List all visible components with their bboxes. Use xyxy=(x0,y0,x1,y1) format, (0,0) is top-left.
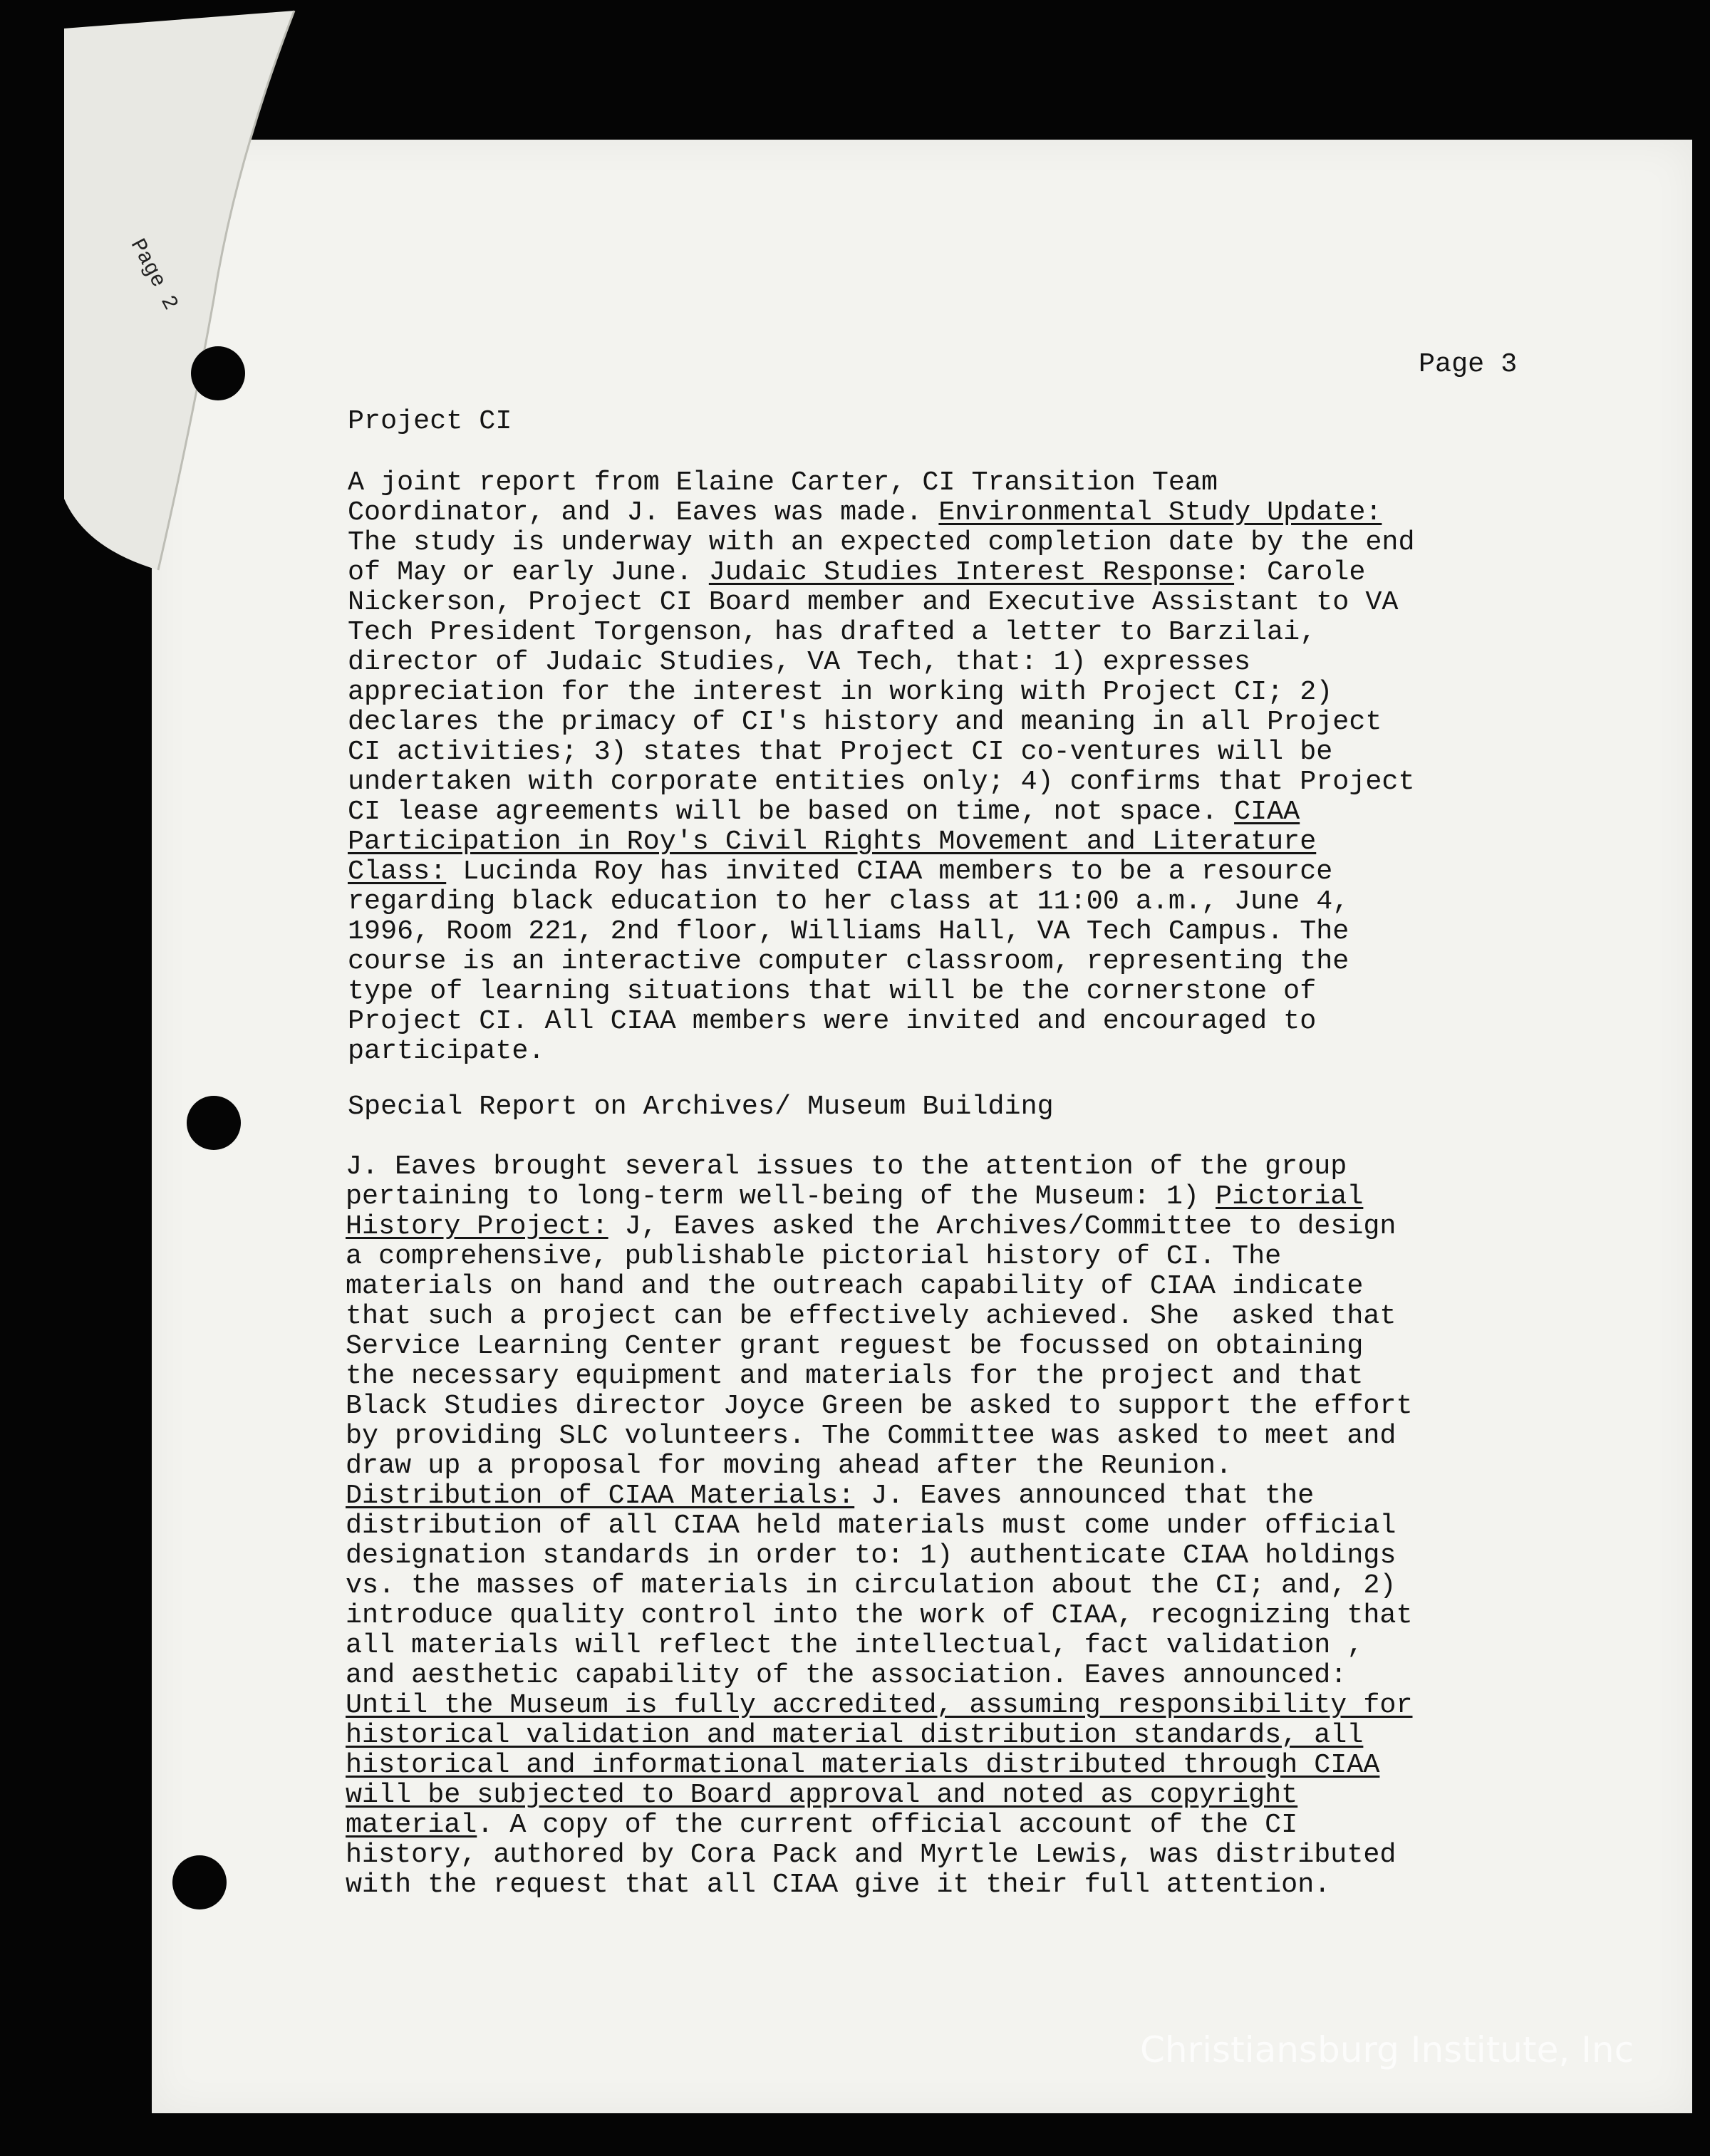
text-run: J, Eaves asked the Archives/Committee to design xyxy=(608,1211,1396,1242)
underlined-text: historical and informational materials distributed through CIAA xyxy=(346,1749,1380,1781)
text-run: The study is underway with an expected completion date by the end xyxy=(348,527,1415,558)
underlined-text: Environmental Study Update: xyxy=(938,497,1382,528)
text-line xyxy=(346,1810,1412,1840)
text-run: 1996, Room 221, 2nd floor, Williams Hall, VA Tech Campus. The xyxy=(348,916,1349,947)
text-run: Service Learning Center grant reguest be focussed on obtaining xyxy=(346,1330,1364,1362)
text-run: the necessary equipment and materials for the project and that xyxy=(346,1360,1364,1391)
text-line xyxy=(346,1780,1412,1810)
page-number: Page 3 xyxy=(1419,348,1518,380)
text-line xyxy=(346,1870,1412,1900)
paragraph-project-ci xyxy=(348,467,1414,1066)
text-line xyxy=(348,467,1414,497)
text-line xyxy=(348,617,1414,647)
text-run: distribution of all CIAA held materials must come under official xyxy=(346,1510,1396,1541)
text-line xyxy=(346,1271,1412,1301)
text-line xyxy=(348,647,1414,677)
text-run: undertaken with corporate entities only; 4) confirms that Project xyxy=(348,766,1415,797)
text-line xyxy=(348,1036,1414,1066)
text-line xyxy=(346,1241,1412,1271)
text-run: Project CI. All CIAA members were invited and encouraged to xyxy=(348,1005,1317,1037)
text-line xyxy=(346,1510,1412,1540)
text-line xyxy=(348,587,1414,617)
paragraph-archives xyxy=(346,1151,1412,1900)
text-line xyxy=(346,1660,1412,1690)
binder-hole xyxy=(172,1855,227,1909)
underlined-text: material xyxy=(346,1809,477,1840)
text-line xyxy=(346,1570,1412,1600)
text-run: Black Studies director Joyce Green be asked to support the effort xyxy=(346,1390,1413,1421)
text-run: participate. xyxy=(348,1035,545,1067)
text-run: by providing SLC volunteers. The Committee was asked to meet and xyxy=(346,1420,1396,1451)
text-run: CI activities; 3) states that Project CI co-ventures will be xyxy=(348,736,1333,767)
text-line xyxy=(346,1481,1412,1510)
text-run: J. Eaves brought several issues to the attention of the group xyxy=(346,1151,1347,1182)
text-line xyxy=(348,946,1414,976)
text-line xyxy=(346,1151,1412,1181)
text-run: Nickerson, Project CI Board member and Executive Assistant to VA xyxy=(348,586,1399,618)
section-title-project-ci: Project CI xyxy=(348,405,512,437)
underlined-text: History Project: xyxy=(346,1211,608,1242)
text-run: : Carole xyxy=(1234,556,1366,588)
underlined-text: Judaic Studies Interest Response xyxy=(708,556,1235,588)
text-line xyxy=(348,826,1414,856)
underlined-text: Pictorial xyxy=(1216,1181,1364,1212)
text-line xyxy=(348,737,1414,767)
text-run: declares the primacy of CI's history and meaning in all Project xyxy=(348,706,1382,737)
text-run: Tech President Torgenson, has drafted a letter to Barzilai, xyxy=(348,616,1317,648)
text-run: CI lease agreements will be based on time, not space. xyxy=(348,796,1235,827)
text-line xyxy=(348,557,1414,587)
text-run: course is an interactive computer classroom, representing the xyxy=(348,945,1349,977)
text-line xyxy=(346,1211,1412,1241)
text-line xyxy=(348,886,1414,916)
text-line xyxy=(346,1540,1412,1570)
text-run: . A copy of the current official account of the CI xyxy=(477,1809,1298,1840)
text-run: Coordinator, and J. Eaves was made. xyxy=(348,497,939,528)
text-line xyxy=(346,1181,1412,1211)
text-run: introduce quality control into the work of CIAA, recognizing that xyxy=(346,1600,1413,1631)
text-line xyxy=(346,1331,1412,1361)
text-line xyxy=(346,1391,1412,1421)
text-run: designation standards in order to: 1) authenticate CIAA holdings xyxy=(346,1540,1396,1571)
binder-hole xyxy=(191,346,245,400)
text-run: all materials will reflect the intellectual, fact validation , xyxy=(346,1629,1364,1661)
text-run: pertaining to long-term well-being of the Museum: 1) xyxy=(346,1181,1216,1212)
text-line xyxy=(348,677,1414,707)
text-line xyxy=(346,1361,1412,1391)
underlined-text: will be subjected to Board approval and noted as copyright xyxy=(346,1779,1298,1810)
text-line xyxy=(348,1006,1414,1036)
text-line xyxy=(346,1690,1412,1720)
text-run: that such a project can be effectively achieved. She asked that xyxy=(346,1300,1396,1332)
text-run: regarding black education to her class at 11:00 a.m., June 4, xyxy=(348,886,1349,917)
text-run: history, authored by Cora Pack and Myrtle Lewis, was distributed xyxy=(346,1839,1396,1870)
text-line xyxy=(346,1840,1412,1870)
text-run: draw up a proposal for moving ahead after the Reunion. xyxy=(346,1450,1233,1481)
text-line xyxy=(348,497,1414,527)
text-line xyxy=(346,1301,1412,1331)
binder-hole xyxy=(187,1096,241,1150)
text-line xyxy=(346,1451,1412,1481)
underlined-text: Until the Museum is fully accredited, assuming responsibility for xyxy=(346,1689,1413,1721)
text-line xyxy=(346,1750,1412,1780)
text-line xyxy=(348,976,1414,1006)
section-title-archives: Special Report on Archives/ Museum Building xyxy=(348,1091,1054,1122)
text-line xyxy=(346,1720,1412,1750)
underlined-text: CIAA xyxy=(1234,796,1300,827)
text-line xyxy=(348,856,1414,886)
text-run: appreciation for the interest in working with Project CI; 2) xyxy=(348,676,1333,708)
text-line xyxy=(348,527,1414,557)
text-line xyxy=(346,1421,1412,1451)
text-run: director of Judaic Studies, VA Tech, that: 1) expresses xyxy=(348,646,1251,678)
text-run: a comprehensive, publishable pictorial history of CI. The xyxy=(346,1240,1282,1272)
underlined-text: historical validation and material distribution standards, all xyxy=(346,1719,1364,1751)
text-run: type of learning situations that will be the cornerstone of xyxy=(348,975,1317,1007)
text-line xyxy=(348,707,1414,737)
text-line xyxy=(346,1630,1412,1660)
text-run: materials on hand and the outreach capability of CIAA indicate xyxy=(346,1270,1364,1302)
text-line xyxy=(346,1600,1412,1630)
text-run: A joint report from Elaine Carter, CI Transition Team xyxy=(348,467,1218,498)
underlined-text: Distribution of CIAA Materials: xyxy=(346,1480,855,1511)
text-run: Lucinda Roy has invited CIAA members to be a resource xyxy=(446,856,1333,887)
text-run: J. Eaves announced that the xyxy=(854,1480,1315,1511)
text-line xyxy=(348,767,1414,797)
previous-page-label: Page 2 xyxy=(124,235,182,315)
text-line xyxy=(348,797,1414,826)
text-run: and aesthetic capability of the association. Eaves announced: xyxy=(346,1659,1347,1691)
text-run: of May or early June. xyxy=(348,556,709,588)
underlined-text: Class: xyxy=(348,856,447,887)
watermark: Christiansburg Institute, Inc xyxy=(1140,2029,1634,2071)
text-run: with the request that all CIAA give it their full attention. xyxy=(346,1869,1331,1900)
underlined-text: Participation in Roy's Civil Rights Movement and Literature xyxy=(348,826,1317,857)
text-run: vs. the masses of materials in circulation about the CI; and, 2) xyxy=(346,1570,1396,1601)
text-line xyxy=(348,916,1414,946)
